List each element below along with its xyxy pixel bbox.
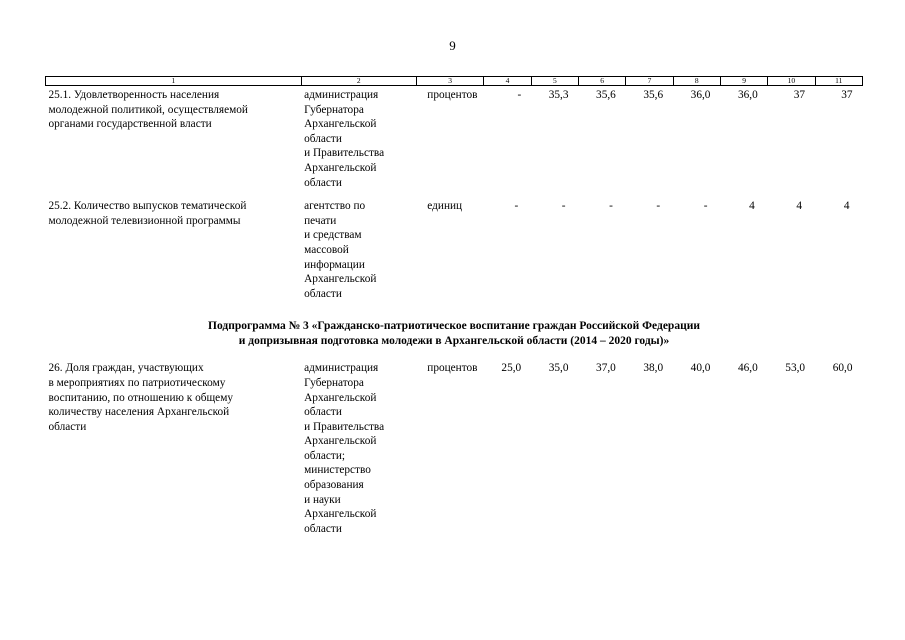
indicator-value: 46,0 <box>737 362 758 375</box>
indicator-value: 35,6 <box>643 89 664 101</box>
column-number: 10 <box>768 77 815 86</box>
responsible-executor: администрация Губернатора Архангельской области и Правительства Архангельской области <box>304 89 385 189</box>
responsible-executor: агентство по печати и средствам массовой информации Архангельской области <box>304 200 377 300</box>
column-number: 6 <box>579 77 626 86</box>
indicator-value: 35,6 <box>596 89 616 101</box>
indicator-value: 25,0 <box>501 362 522 375</box>
responsible-executor: администрация Губернатора Архангельской области и Правительства Архангельской области; министерство образования и науки Архангельской области <box>304 362 385 535</box>
subprogram-heading: Подпрограмма № 3 «Гражданско-патриотическое воспитание граждан Российской Федерации и допризывная подготовка молодежи в Архангельской области (2014 – 2020 годы)» <box>208 320 700 348</box>
table-row <box>46 86 863 198</box>
column-number: 9 <box>720 77 767 86</box>
indicator-value: 53,0 <box>785 362 806 375</box>
indicator-value: - <box>561 200 566 213</box>
indicator-value: 4 <box>749 200 755 213</box>
indicator-value: 35,0 <box>548 362 569 375</box>
column-number: 4 <box>484 77 531 86</box>
subprogram-heading-row <box>46 301 863 359</box>
indicator-value: 35,3 <box>548 89 569 101</box>
indicator-value: 4 <box>796 200 803 213</box>
column-number: 2 <box>301 77 416 86</box>
indicator-value: 40,0 <box>690 362 711 375</box>
column-number: 8 <box>673 77 720 86</box>
indicator-value: 37,0 <box>596 362 616 375</box>
column-number: 1 <box>46 77 302 86</box>
indicator-name: 25.1. Удовлетворенность населения молодежной политикой, осуществляемой органами государственной власти <box>48 89 248 131</box>
table-row <box>46 359 863 536</box>
column-number: 11 <box>815 77 862 86</box>
indicator-name: 25.2. Количество выпусков тематической молодежной телевизионной программы <box>48 200 247 227</box>
unit-of-measure: процентов <box>427 362 478 375</box>
indicator-value: - <box>514 200 519 213</box>
indicator-value: 36,0 <box>737 89 758 101</box>
indicator-value: - <box>517 89 522 101</box>
table-row <box>46 197 863 301</box>
indicator-value: 4 <box>843 200 850 213</box>
column-number: 7 <box>626 77 673 86</box>
indicator-value: 36,0 <box>690 89 711 101</box>
column-number: 3 <box>416 77 484 86</box>
unit-of-measure: процентов <box>427 89 478 101</box>
indicator-value: 37 <box>841 89 853 101</box>
indicator-name: 26. Доля граждан, участвующих в мероприятиях по патриотическому воспитанию, по отношению к общему количеству населения Архангельской области <box>48 362 233 433</box>
indicators-table <box>45 76 863 536</box>
indicator-value: - <box>609 200 613 213</box>
column-number: 5 <box>531 77 578 86</box>
column-numbers-header <box>46 77 863 86</box>
indicator-value: 37 <box>793 89 806 101</box>
indicator-value: 60,0 <box>832 362 853 375</box>
indicator-value: 38,0 <box>643 362 664 375</box>
unit-of-measure: единиц <box>427 200 463 213</box>
indicator-value: - <box>703 200 708 213</box>
indicator-value: - <box>656 200 661 213</box>
page-number: 9 <box>449 38 456 53</box>
